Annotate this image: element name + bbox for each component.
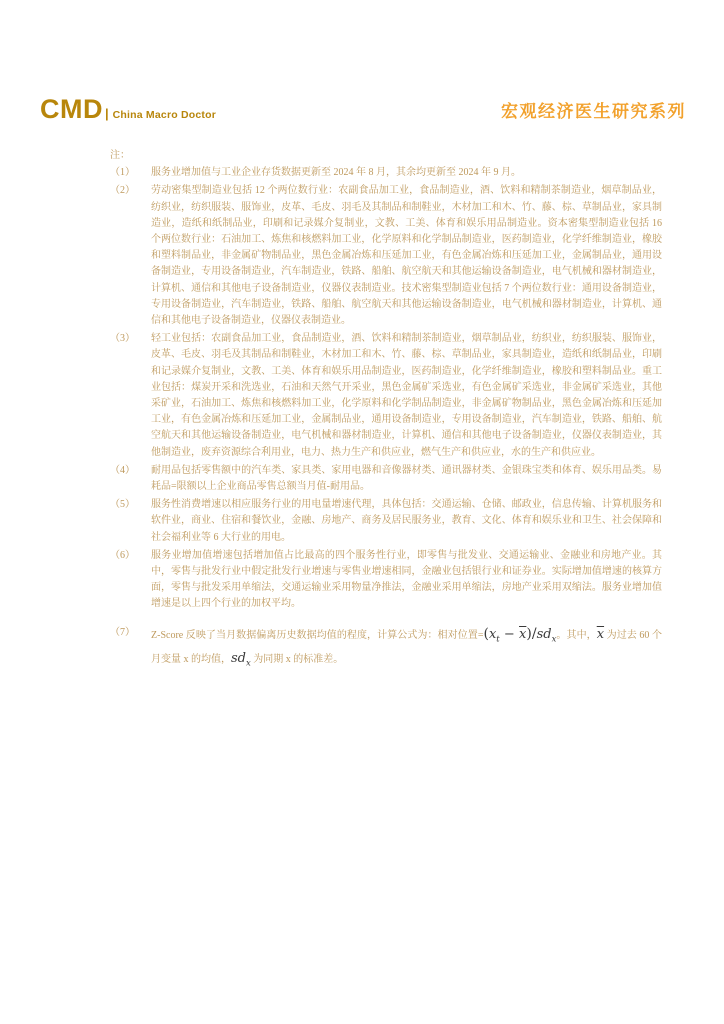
note-number: （1）: [110, 167, 135, 179]
note-item-4: [110, 463, 662, 495]
logo-separator: |: [105, 106, 109, 121]
note-text: 服务业增加值增速包括增加值占比最高的四个服务性行业，即零售与批发业、交通运输业、金融业和房地产业。其中，零售与批发行业中假定批发行业增速与零售业增速相同，金融业包括银行业和证券业。实际增加值增速的核算方面，零售与批发采用单缩法，交通运输业采用物量净推法，金融业采用单缩法，房地产业采用双缩法。服务业增加值增速是以上四个行业的加权平均。: [151, 549, 662, 610]
page-header: [40, 94, 686, 125]
note7-text-mid1: 。其中，: [556, 629, 597, 641]
zscore-formula: [483, 625, 557, 645]
note-text: [151, 625, 662, 674]
formula-xbar: $\overline{x}$: [519, 626, 527, 642]
logo-text: CMD: [40, 94, 103, 124]
note-number: （6）: [110, 549, 135, 561]
note-number: （7）: [110, 626, 135, 638]
note7-text-before: Z-Score 反映了当月数据偏离历史数据均值的程度，计算公式为：相对位置=: [151, 629, 484, 641]
note-item-6: [110, 548, 662, 613]
note-item-1: [110, 165, 662, 181]
note7-text-end: 为同期 x 的标准差。: [250, 654, 344, 666]
logo-subtitle: China Macro Doctor: [112, 109, 217, 121]
note-text: 耐用品包括零售额中的汽车类、家具类、家用电器和音像器材类、通讯器材类、金银珠宝类和体育、娱乐用品类。易耗品=限额以上企业商品零售总额当月值-耐用品。: [151, 464, 662, 493]
note-item-5: [110, 497, 662, 546]
note7-text-mid2: 为过去 60 个月变量 x 的均值，: [151, 629, 662, 666]
note-item-7: [110, 625, 662, 674]
formula-sd-subscript-x: x: [551, 634, 557, 645]
note-text: 轻工业包括：农副食品加工业，食品制造业，酒、饮料和精制茶制造业，烟草制品业，纺织业，纺织服装、服饰业，皮革、毛皮、羽毛及其制品和制鞋业，木材加工和木、竹、藤、棕、草制品业，家具制造业，造纸和纸制品业，印刷和记录媒介复制业，文教、工美、体育和娱乐用品制造业，医药制造业，化学纤维制造业，橡胶和塑料制品业。重工业包括：煤炭开采和洗选业，石油和天然气开采业，黑色金属矿采选业，有色金属矿采选业，非金属矿采选业，其他采矿业，石油加工、炼焦和核燃料加工业，化学原料和化学制品制造业，非金属矿物制品业，黑色金属冶炼和压延加工业，有色金属冶炼和压延加工业，金属制品业，通用设备制造业，专用设备制造业，汽车制造业，铁路、船舶、航空航天和其他运输设备制造业，电气机械和器材制造业，计算机、通信和其他电子设备制造业，仪器仪表制造业，其他制造业，废弃资源综合利用业，电力、热力生产和供应业，燃气生产和供应业，水的生产和供应业。: [151, 333, 662, 458]
series-title: 宏观经济医生研究系列: [501, 102, 686, 121]
note-item-3: [110, 331, 662, 461]
formula-close-paren-divide: )/: [526, 625, 537, 642]
formula-sd: sd: [536, 626, 552, 642]
note-text: 劳动密集型制造业包括 12 个两位数行业：农副食品加工业，食品制造业，酒、饮料和精制茶制造业，烟草制品业，纺织业，纺织服装、服饰业，皮革、毛皮、羽毛及其制品和制鞋业，木材加工和木、竹、藤、棕、草制品业，家具制造业，造纸和纸制品业，印刷和记录媒介复制业，文教、工美、体育和娱乐用品制造业。资本密集型制造业包括 16 个两位数行业：石油加工、炼焦和核燃料加工业，化学原料和化学制品制造业，医药制造业，化学纤维制造业，橡胶和塑料制品业，非金属矿物制品业，黑色金属冶炼和压延加工业，有色金属冶炼和压延加工业，金属制品业，通用设备制造业，专用设备制造业，汽车制造业，铁路、船舶、航空航天和其他运输设备制造业，电气机械和器材制造业，计算机、通信和其他电子设备制造业，仪器仪表制造业。技术密集型制造业包括 7 个两位数行业：通用设备制造业，专用设备制造业，汽车制造业，铁路、船舶、航空航天和其他运输设备制造业，电气机械和器材制造业，计算机、通信和其他电子设备制造业，仪器仪表制造业。: [151, 185, 662, 327]
note-item-2: [110, 183, 662, 329]
formula-minus: −: [499, 626, 520, 642]
note-number: （4）: [110, 464, 135, 476]
notes-heading: 注：: [110, 150, 130, 161]
formula-x: x: [488, 626, 497, 642]
note-number: （3）: [110, 333, 135, 345]
note-text: 服务业增加值与工业企业存货数据更新至 2024 年 8 月，其余均更新至 2024 年 9 月。: [151, 167, 521, 179]
xbar-symbol: $\overline{x}$: [596, 626, 605, 642]
cmd-logo: [40, 94, 216, 125]
formula-open-paren: (: [483, 625, 489, 642]
notes-section: [110, 148, 662, 676]
formula-subscript-t: t: [496, 634, 500, 645]
sd-symbol: $sd_x$: [231, 651, 251, 669]
note-text: 服务性消费增速以相应服务行业的用电量增速代理，具体包括：交通运输、仓储、邮政业，信息传输、计算机服务和软件业，商业、住宿和餐饮业，金融、房地产、商务及居民服务业，教育、文化、体育和娱乐业和卫生、社会保障和社会福利业等 6 大行业的用电。: [151, 499, 662, 543]
note-number: （2）: [110, 185, 135, 197]
note-number: （5）: [110, 499, 135, 511]
